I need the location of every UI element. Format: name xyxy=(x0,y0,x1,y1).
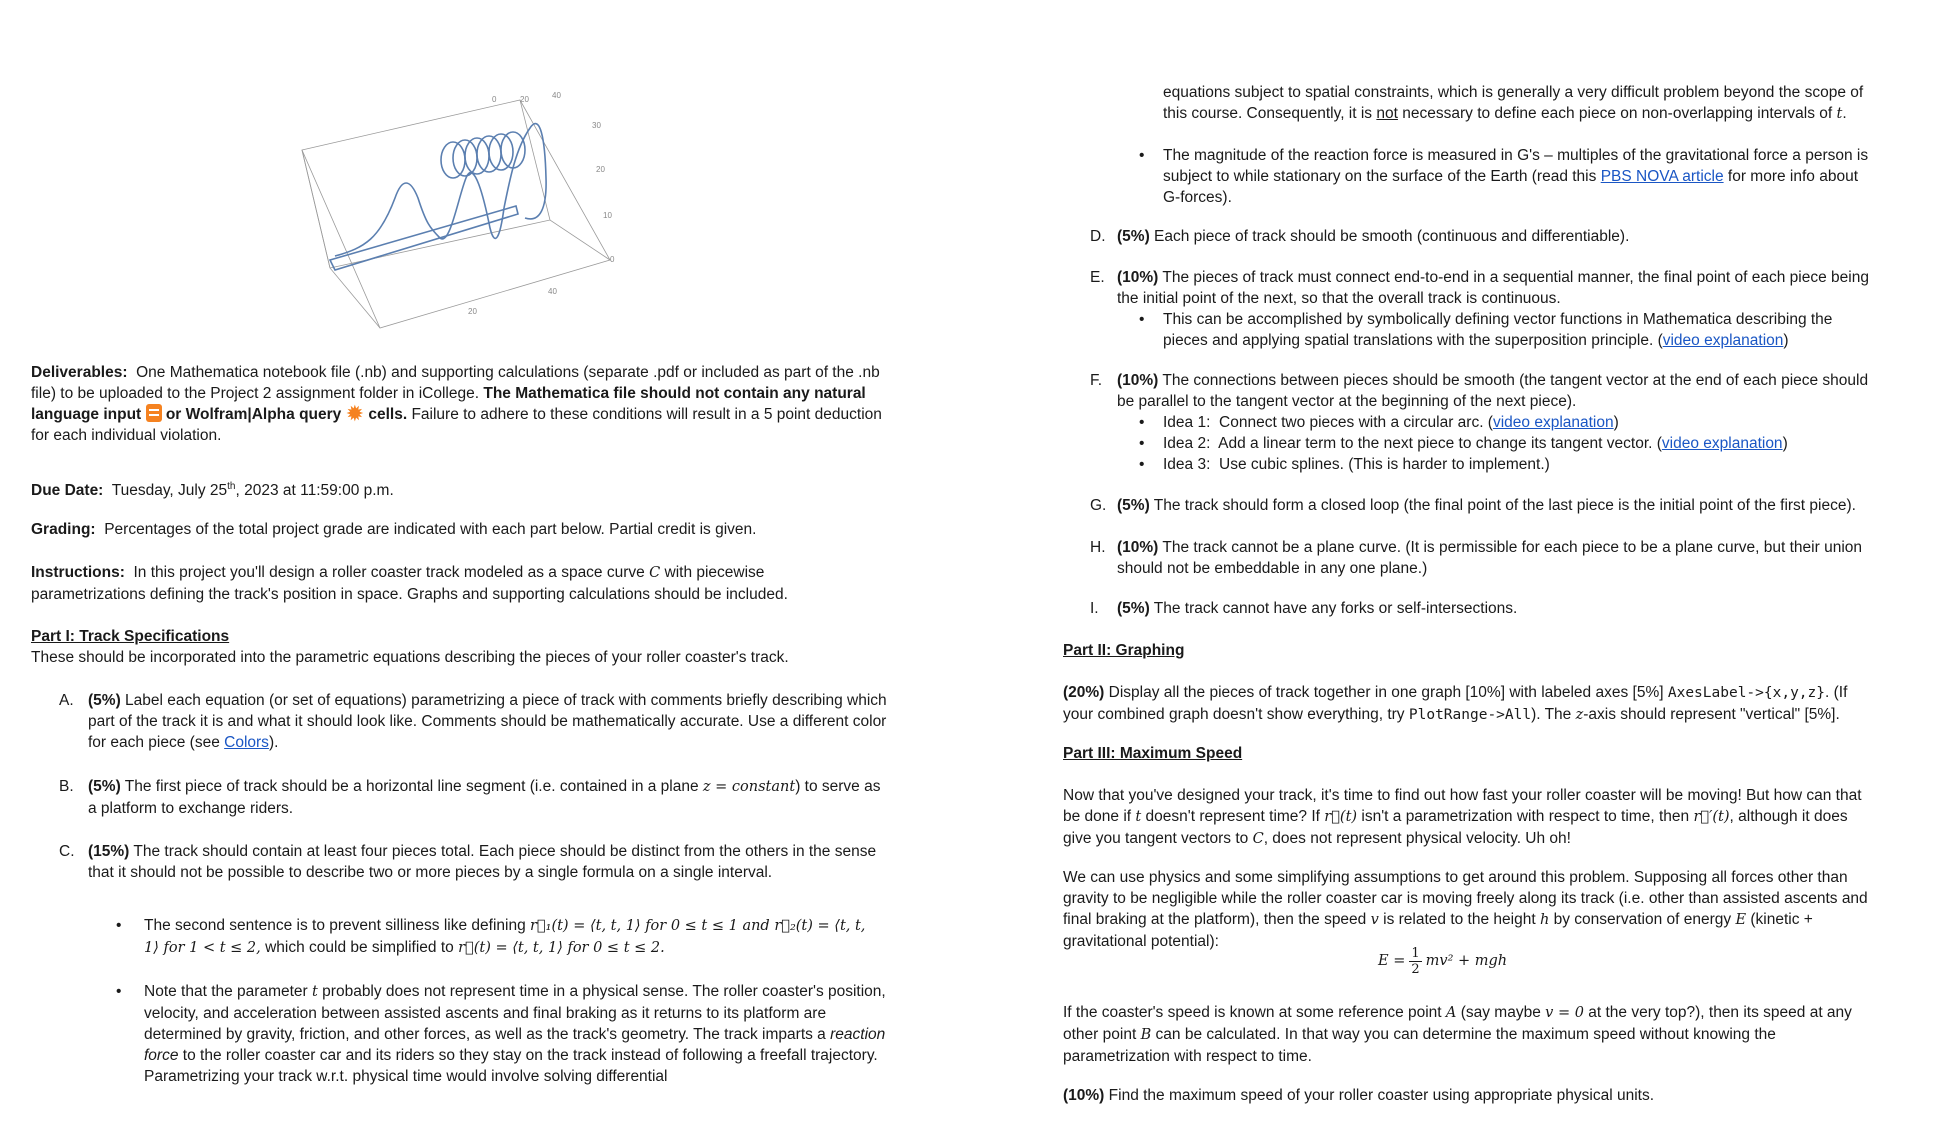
item-f-pct: (10%) xyxy=(1117,372,1159,389)
natural-language-input-icon xyxy=(146,404,162,422)
p2-math-v: v xyxy=(1370,912,1379,928)
item-b-math: z = constant xyxy=(702,779,796,795)
item-a xyxy=(88,690,898,753)
tick-top-20: 20 xyxy=(520,95,529,104)
gforce-bullet xyxy=(1163,145,1878,208)
c-b2-math: t xyxy=(312,984,318,1000)
item-e-bullet xyxy=(1163,309,1878,351)
idea-1-text: Connect two pieces with a circular arc. ( xyxy=(1219,414,1493,431)
item-b-letter: B. xyxy=(59,778,74,795)
item-a-letter: A. xyxy=(59,692,74,709)
item-e-bullet-text: This can be accomplished by symbolically defining vector functions in Mathematica describing the pieces and applying spatial translations with the superposition principle. ( xyxy=(1163,311,1833,349)
part1-intro: These should be incorporated into the parametric equations describing the pieces of your roller coaster's track. xyxy=(31,649,789,666)
bullet-icon: • xyxy=(116,983,122,1000)
tick-right-0: 0 xyxy=(610,255,615,264)
idea-1 xyxy=(1163,412,1619,433)
bullet-icon: • xyxy=(1139,414,1145,431)
item-e-bullet-end: ) xyxy=(1783,332,1789,349)
bullet-icon: • xyxy=(1139,435,1145,452)
tick-right-20: 20 xyxy=(596,165,605,174)
tick-right-30: 30 xyxy=(592,121,601,130)
part3-final xyxy=(1063,1085,1654,1106)
item-c-letter: C. xyxy=(59,843,75,860)
tick-top-0: 0 xyxy=(492,95,497,104)
continuation-paragraph xyxy=(1163,82,1878,125)
bullet-icon: • xyxy=(1139,456,1145,473)
part1-heading: Part I: Track Specifications xyxy=(31,628,230,645)
deliverables-text-2: Failure to adhere to these conditions will result in a 5 point deduction for each individual violation. xyxy=(31,406,882,444)
part2-text-2: . (If your combined graph doesn't show everything, try xyxy=(1063,684,1848,723)
item-h xyxy=(1117,537,1877,579)
deliverables-text: One Mathematica notebook file (.nb) and supporting calculations (separate .pdf or included as part of the .nb file) to be uploaded to the Project 2 assignment folder in iCollege. xyxy=(31,364,880,402)
tick-top-40: 40 xyxy=(552,91,561,100)
item-g xyxy=(1117,495,1877,516)
deliverables-label: Deliverables: xyxy=(31,364,128,381)
wolfram-alpha-icon: ✹ xyxy=(345,401,365,426)
final-pct: (10%) xyxy=(1063,1087,1105,1104)
item-a-text: Label each equation (or set of equations) parametrizing a piece of track with comments briefly describing which part of the track it is and what it should look like. Comments should be mathematically accurate. Use a different color for each piece (see xyxy=(88,692,887,751)
tick-bottom-40: 40 xyxy=(548,287,557,296)
item-e-pct: (10%) xyxy=(1117,269,1159,286)
instructions-label: Instructions: xyxy=(31,564,125,581)
p1-math-t: t xyxy=(1135,809,1142,825)
tick-bottom-20: 20 xyxy=(468,307,477,316)
p2-text-4: (kinetic + gravitational potential): xyxy=(1063,911,1813,950)
tick-right-10: 10 xyxy=(603,211,612,220)
p2-text-1: We can use physics and some simplifying assumptions to get around this problem. Supposing all forces other than gravity to be negligible while the roller coaster car is moving freely along its track (i.e. other than assisted ascents and final braking at the platform), then the speed xyxy=(1063,869,1868,928)
video-explanation-link-idea1[interactable]: video explanation xyxy=(1492,414,1614,431)
cont-text-3: . xyxy=(1842,105,1847,122)
eq-numerator: 1 xyxy=(1411,946,1420,961)
part2-paragraph xyxy=(1063,682,1878,726)
item-d xyxy=(1117,226,1877,247)
idea-3-text: Use cubic splines. (This is harder to implement.) xyxy=(1219,456,1550,473)
idea-1-end: ) xyxy=(1613,414,1619,431)
part2-code-plotrange: PlotRange->All xyxy=(1408,707,1532,723)
item-h-pct: (10%) xyxy=(1117,539,1159,556)
due-date-sup: th xyxy=(227,481,236,492)
part3-heading: Part III: Maximum Speed xyxy=(1063,745,1243,762)
c-b1-text-1: The second sentence is to prevent silliness like defining xyxy=(144,917,526,934)
p1-math-c: C xyxy=(1252,831,1264,847)
item-e-letter: E. xyxy=(1090,269,1105,286)
video-explanation-link-idea2[interactable]: video explanation xyxy=(1661,435,1783,452)
instructions-text-1: In this project you'll design a roller coaster track modeled as a space curve xyxy=(133,564,645,581)
c-b1-text-2: which could be simplified to xyxy=(265,939,454,956)
p1-text-4: , although it does give you tangent vectors to xyxy=(1063,808,1848,847)
item-g-text: The track should form a closed loop (the final point of the last piece is the initial point of the first piece). xyxy=(1153,497,1856,514)
part2-text-1: Display all the pieces of track together in one graph [10%] with labeled axes [5%] xyxy=(1108,684,1664,701)
cont-math-t: t xyxy=(1836,106,1843,122)
p3-text-1: If the coaster's speed is known at some reference point xyxy=(1063,1004,1442,1021)
eq-denominator: 2 xyxy=(1411,962,1420,977)
pbs-nova-link[interactable]: PBS NOVA article xyxy=(1600,168,1724,185)
p2-math-h: h xyxy=(1539,912,1550,928)
part2-code-axeslabel: AxesLabel->{x,y,z} xyxy=(1667,685,1825,701)
due-date-label: Due Date: xyxy=(31,482,104,500)
p3-math-a: A xyxy=(1445,1005,1457,1021)
part2-text-4: -axis should represent "vertical" [5%]. xyxy=(1583,706,1840,723)
item-c-text: The track should contain at least four pieces total. Each piece should be distinct from the others in the sense that it should not be possible to describe two or more pieces by a single formula on a single interval. xyxy=(88,843,877,881)
deliverables-paragraph xyxy=(31,362,901,446)
idea-3-label: Idea 3: xyxy=(1163,456,1211,473)
idea-2-label: Idea 2: xyxy=(1163,435,1211,452)
video-explanation-link-e[interactable]: video explanation xyxy=(1662,332,1784,349)
item-b xyxy=(88,776,888,819)
bullet-icon: • xyxy=(116,917,122,934)
eq-fraction xyxy=(1409,946,1421,977)
part2-text-3: ). The xyxy=(1531,706,1572,723)
item-c-bullet-1 xyxy=(144,915,884,959)
idea-2 xyxy=(1163,433,1788,454)
item-i xyxy=(1117,598,1877,619)
colors-link[interactable]: Colors xyxy=(224,734,269,751)
item-b-pct: (5%) xyxy=(88,778,121,795)
p3-text-2: (say maybe xyxy=(1460,1004,1541,1021)
grading-label: Grading: xyxy=(31,521,96,538)
item-a-pct: (5%) xyxy=(88,692,121,709)
idea-3 xyxy=(1163,454,1550,475)
part2-heading: Part II: Graphing xyxy=(1063,642,1185,659)
idea-2-end: ) xyxy=(1782,435,1788,452)
p1-math-rprime: r⃗′(t) xyxy=(1693,809,1730,825)
due-date-text-2: , 2023 at 11:59:00 p.m. xyxy=(235,482,394,500)
part2-math-z: z xyxy=(1575,707,1584,723)
gforce-text-1: The magnitude of the reaction force is measured in G's – multiples of the gravitational force a person is subject to while stationary on the surface of the Earth (read this xyxy=(1163,147,1869,185)
item-i-text: The track cannot have any forks or self-intersections. xyxy=(1153,600,1518,617)
final-text: Find the maximum speed of your roller coaster using appropriate physical units. xyxy=(1108,1087,1655,1104)
deliverables-bold-3: cells. xyxy=(368,406,408,423)
p1-text-2: doesn't represent time? If xyxy=(1145,808,1320,825)
cont-not: not xyxy=(1376,105,1398,122)
gforce-text-2: for more info about G-forces). xyxy=(1163,168,1859,206)
item-e xyxy=(1117,267,1877,309)
p3-text-3: at the very top?), then its speed at any other point xyxy=(1063,1004,1852,1043)
grading-text: Percentages of the total project grade are indicated with each part below. Partial credit is given. xyxy=(104,521,757,538)
item-g-pct: (5%) xyxy=(1117,497,1150,514)
eq-rhs: mv² + mgh xyxy=(1425,953,1508,969)
item-a-end: ). xyxy=(268,734,279,751)
c-b2-italic: reaction force xyxy=(144,1026,886,1064)
due-date-text: Tuesday, July 25 xyxy=(111,482,228,500)
roller-coaster-3d-plot xyxy=(290,88,630,338)
item-c-pct: (15%) xyxy=(88,843,130,860)
part3-paragraph-2 xyxy=(1063,867,1878,952)
energy-equation xyxy=(1378,946,1507,977)
item-d-letter: D. xyxy=(1090,228,1106,245)
eq-lhs: E = xyxy=(1378,953,1406,969)
deliverables-bold-1: The Mathematica file should not contain any natural language input xyxy=(31,385,866,423)
due-date xyxy=(31,476,394,501)
item-e-text: The pieces of track must connect end-to-end in a sequential manner, the final point of each piece being the initial point of the next, so that the overall track is continuous. xyxy=(1117,269,1869,307)
p2-text-3: by conservation of energy xyxy=(1553,911,1732,928)
item-f xyxy=(1117,370,1877,412)
bullet-icon: • xyxy=(1139,147,1145,164)
item-i-letter: I. xyxy=(1090,600,1099,617)
item-c xyxy=(88,841,898,883)
item-i-pct: (5%) xyxy=(1117,600,1150,617)
deliverables-bold-2: or Wolfram|Alpha query xyxy=(165,406,342,423)
p3-text-4: can be calculated. In that way you can determine the maximum speed without knowing the parametrization with respect to time. xyxy=(1063,1026,1776,1065)
p3-math-v0: v = 0 xyxy=(1545,1005,1584,1021)
part3-paragraph-3 xyxy=(1063,1002,1878,1067)
p3-math-b: B xyxy=(1140,1027,1152,1043)
idea-1-label: Idea 1: xyxy=(1163,414,1211,431)
c-b2-text-3: to the roller coaster car and its riders so they stay on the track instead of following a freefall trajectory. Parametrizing your track w.r.t. physical time would involve solving differential xyxy=(144,1047,878,1085)
item-d-text: Each piece of track should be smooth (continuous and differentiable). xyxy=(1154,228,1630,245)
c-b2-text-1: Note that the parameter xyxy=(144,983,308,1000)
grading xyxy=(31,519,756,540)
bullet-icon: • xyxy=(1139,311,1145,328)
idea-2-text: Add a linear term to the next piece to change its tangent vector. ( xyxy=(1218,435,1662,452)
c-b1-math-1: r⃗₁(t) = ⟨t, t, 1⟩ for 0 ≤ t ≤ 1 and r⃗₂(t) = ⟨t, t, 1⟩ for 1 < t ≤ 2, xyxy=(144,918,866,956)
part3-paragraph-1 xyxy=(1063,785,1878,850)
item-d-pct: (5%) xyxy=(1117,228,1150,245)
instructions xyxy=(31,562,861,605)
instructions-math-c: C xyxy=(649,565,661,581)
c-b2-text-2: probably does not represent time in a physical sense. The roller coaster's position, velocity, and acceleration between assisted ascents and final braking as it returns to its platform are determined by gravity, friction, and other forces, as well as the track's geometry. The track imparts a xyxy=(144,983,886,1043)
cont-text-1: equations subject to spatial constraints, which is generally a very difficult problem beyond the scope of this course. Consequently, it is xyxy=(1163,84,1864,122)
p1-text-5: , does not represent physical velocity. Uh oh! xyxy=(1263,830,1571,847)
item-f-letter: F. xyxy=(1090,372,1103,389)
item-h-letter: H. xyxy=(1090,539,1106,556)
item-h-text: The track cannot be a plane curve. (It is permissible for each piece to be a plane curve, but their union should not be embeddable in any one plane.) xyxy=(1117,539,1863,577)
item-b-text-2: ) to serve as a platform to exchange riders. xyxy=(88,778,881,817)
item-g-letter: G. xyxy=(1090,497,1107,514)
item-b-text-1: The first piece of track should be a horizontal line segment (i.e. contained in a plane xyxy=(124,778,699,795)
part2-pct: (20%) xyxy=(1063,684,1105,701)
c-b1-math-2: r⃗(t) = ⟨t, t, 1⟩ for 0 ≤ t ≤ 2. xyxy=(458,940,665,956)
item-c-bullet-2 xyxy=(144,981,904,1087)
instructions-text-2: with piecewise parametrizations defining the track's position in space. Graphs and supporting calculations should be included. xyxy=(31,564,788,603)
item-f-text: The connections between pieces should be smooth (the tangent vector at the end of each piece should be parallel to the tangent vector at the beginning of the next piece). xyxy=(1117,372,1869,410)
cont-text-2: necessary to define each piece on non-overlapping intervals of xyxy=(1402,105,1833,122)
p2-math-e: E xyxy=(1735,912,1747,928)
p1-text-1: Now that you've designed your track, it's time to find out how fast your roller coaster will be moving! But how can that be done if xyxy=(1063,787,1862,825)
p1-text-3: isn't a parametrization with respect to time, then xyxy=(1361,808,1690,825)
p1-math-r: r⃗(t) xyxy=(1324,809,1358,825)
p2-text-2: is related to the height xyxy=(1383,911,1536,928)
